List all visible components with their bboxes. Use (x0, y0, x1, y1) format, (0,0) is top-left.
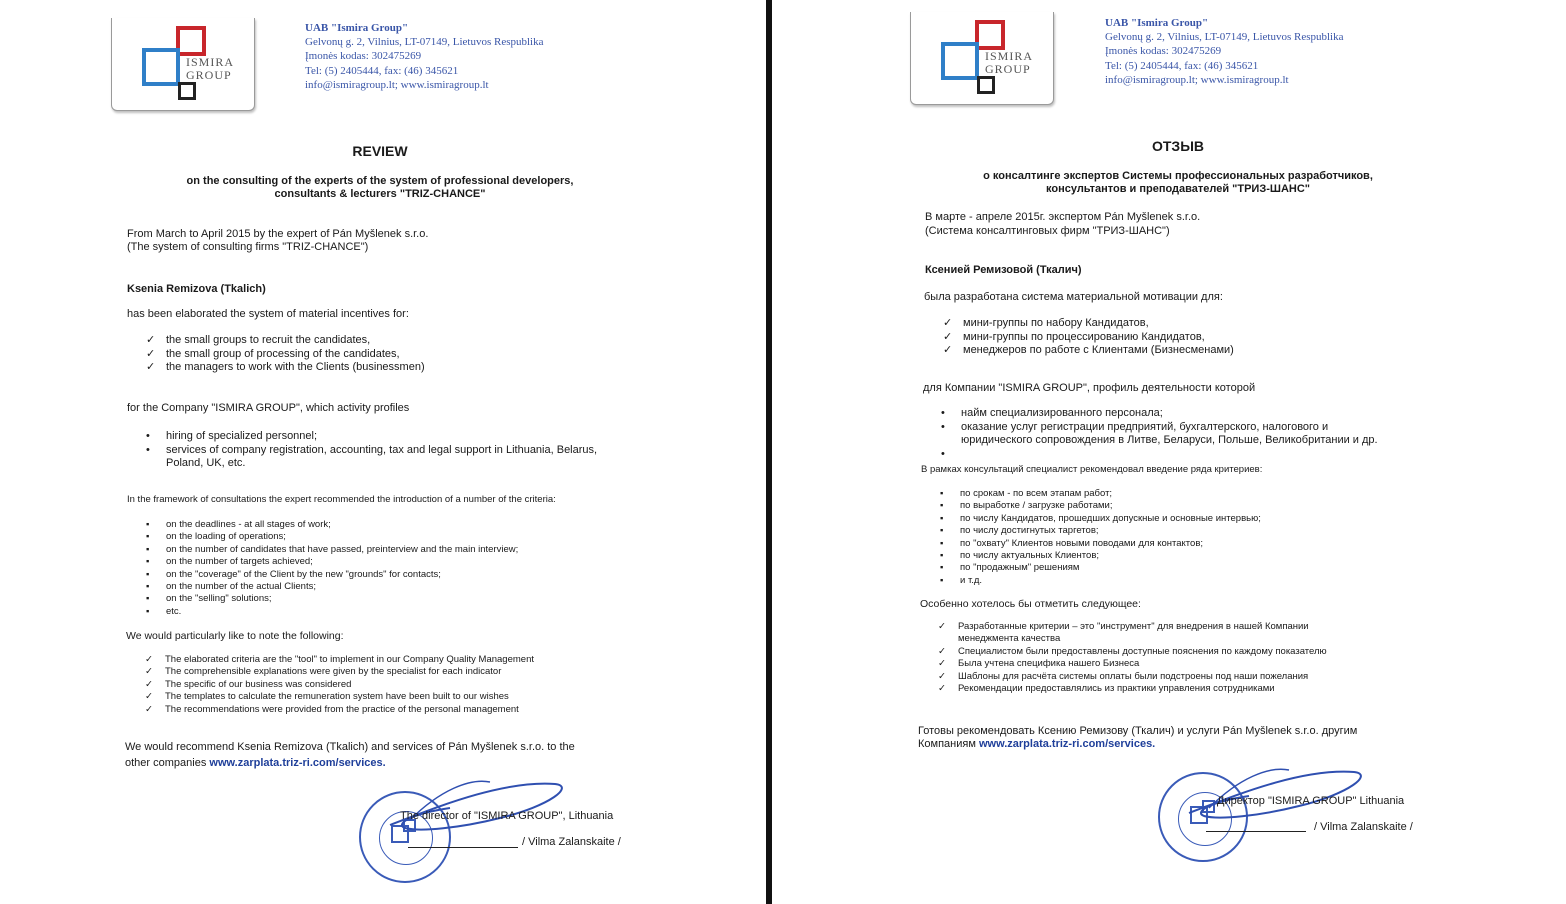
services-link[interactable]: www.zarplata.triz-ri.com/services. (978, 738, 1156, 750)
list-item-text: Poland, UK, etc. (166, 457, 246, 469)
square-bullet-icon: ▪ (146, 556, 150, 568)
company-address: Gelvonų g. 2, Vilnius, LT-07149, Lietuvos Respublika (305, 36, 544, 49)
company-phone: Tel: (5) 2405444, fax: (46) 345621 (305, 64, 459, 77)
profiles-list (941, 407, 1378, 460)
framework-text: In the framework of consultations the expert recommended the introduction of a number of the criteria: (127, 494, 556, 505)
list-item (941, 421, 1378, 435)
list-item (146, 569, 518, 581)
square-bullet-icon: ▪ (146, 568, 150, 580)
subtitle-line-2: consultants & lecturers "TRIZ-CHANCE" (274, 188, 486, 200)
page-subtitle (878, 170, 1478, 196)
logo-text (985, 50, 1033, 76)
list-item-text: по числу достигнутых таргетов; (960, 525, 1099, 537)
bullet-icon: • (146, 443, 150, 456)
list-item-text: по "охвату" Клиентов новыми поводами для контактов; (960, 537, 1204, 549)
review-page-english (0, 0, 768, 904)
company-profile-text: для Компании "ISMIRA GROUP", профиль деятельности которой (923, 382, 1256, 394)
checkmark-icon: ✓ (938, 670, 946, 682)
company-logo (910, 12, 1054, 105)
list-item-text: менеджеров по работе с Клиентами (Бизнесменами) (963, 344, 1234, 356)
incentives-list (146, 334, 425, 375)
page-title: ОТЗЫВ (1151, 138, 1205, 154)
list-item-text: etc. (166, 605, 182, 617)
bullet-icon: • (941, 420, 945, 433)
notes-list (145, 654, 534, 716)
criteria-list (940, 488, 1261, 587)
list-item (146, 581, 518, 593)
page-subtitle (80, 175, 680, 201)
list-item (940, 550, 1261, 562)
logo-text (186, 56, 234, 82)
elaborated-text: has been elaborated the system of material incentives for: (127, 308, 409, 320)
list-item-text: on the number of candidates that have passed, preinterview and the main interview; (166, 543, 519, 555)
recommend-line-2 (918, 738, 1155, 751)
list-item (940, 575, 1261, 587)
subtitle-line-1: on the consulting of the experts of the system of professional developers, (186, 175, 574, 187)
expert-name: Ксенией Ремизовой (Ткалич) (925, 264, 1082, 276)
checkmark-icon: ✓ (943, 330, 953, 343)
subtitle-line-1: о консалтинге экспертов Системы профессиональных разработчиков, (983, 170, 1373, 182)
logo-line-1: ISMIRA (985, 49, 1034, 63)
bullet-icon: • (146, 430, 150, 442)
checkmark-icon: ✓ (146, 347, 156, 360)
list-item (145, 704, 534, 716)
list-item-text: Рекомендации предоставлялись из практики управления сотрудниками (958, 683, 1275, 695)
list-item (940, 500, 1261, 512)
list-item-text: on the "coverage" of the Client by the new "grounds" for contacts; (166, 568, 441, 580)
list-item (146, 519, 518, 531)
logo-red-square-icon (975, 20, 1005, 50)
profiles-list (146, 430, 597, 471)
framework-text: В рамках консультаций специалист рекомендовал введение ряда критериев: (921, 464, 1263, 475)
list-item-text: Шаблоны для расчёта системы оплаты были подстроены под наши пожелания (958, 670, 1309, 682)
list-item (146, 531, 518, 543)
list-item (938, 646, 1327, 658)
list-item (146, 334, 425, 348)
list-item-text: The templates to calculate the remuneration system have been built to our wishes (165, 691, 509, 703)
list-item-text: services of company registration, accounting, tax and legal support in Lithuania, Belarus, (166, 443, 598, 456)
square-bullet-icon: ▪ (146, 543, 150, 555)
list-item (145, 691, 534, 703)
review-page-russian (806, 0, 1566, 904)
checkmark-icon: ✓ (145, 678, 153, 690)
company-name: UAB "Ismira Group" (305, 22, 409, 34)
list-item (940, 488, 1261, 500)
signature-line (408, 847, 518, 848)
company-code: Įmonės kodas: 302475269 (1105, 45, 1222, 58)
list-item (941, 434, 1378, 448)
signature-line (1206, 831, 1306, 832)
checkmark-icon: ✓ (146, 334, 156, 346)
checkmark-icon: ✓ (145, 654, 153, 665)
checkmark-icon: ✓ (938, 645, 946, 657)
signer-name: / Vilma Zalanskaite / (1314, 821, 1413, 833)
signer-name: / Vilma Zalanskaite / (522, 836, 621, 848)
checkmark-icon: ✓ (943, 317, 953, 329)
list-item (146, 593, 518, 605)
list-item (940, 562, 1261, 574)
list-item (938, 683, 1327, 695)
list-item (940, 538, 1261, 550)
list-item-text: мини-группы по процессированию Кандидатов, (963, 330, 1205, 343)
list-item-text: the small group of processing of the candidates, (166, 347, 400, 360)
list-item-text: The elaborated criteria are the "tool" to implement in our Company Quality Management (165, 654, 534, 665)
list-item (146, 444, 597, 458)
logo-blue-square-icon (142, 48, 180, 86)
list-item (146, 457, 597, 471)
list-item (943, 331, 1234, 345)
note-heading: We would particularly like to note the following: (126, 630, 344, 642)
company-profile-text: for the Company "ISMIRA GROUP", which activity profiles (127, 402, 410, 414)
list-item (146, 544, 518, 556)
list-item (145, 654, 534, 666)
list-item-text: по срокам - по всем этапам работ; (960, 488, 1113, 499)
company-header (1105, 16, 1344, 87)
square-bullet-icon: ▪ (940, 537, 944, 549)
list-item-text: менеджмента качества (958, 633, 1061, 645)
intro-line-2: (Система консалтинговых фирм "ТРИЗ-ШАНС") (925, 225, 1170, 237)
logo-black-square-icon (178, 82, 196, 100)
list-item-text: по числу Кандидатов, прошедших допускные и основные интервью; (960, 512, 1261, 524)
intro-line-2: (The system of consulting firms "TRIZ-CHANCE") (127, 241, 369, 253)
list-item (938, 658, 1327, 670)
list-item (146, 606, 518, 618)
bullet-icon: • (941, 407, 945, 419)
company-address: Gelvonų g. 2, Vilnius, LT-07149, Lietuvos Respublika (1105, 31, 1344, 44)
list-item (938, 621, 1327, 633)
company-code: Įmonės kodas: 302475269 (305, 50, 422, 63)
recommend-text: other companies (125, 757, 207, 769)
list-item-text: on the number of the actual Clients; (166, 581, 316, 593)
recommend-line-1: Готовы рекомендовать Ксению Ремизову (Ткалич) и услуги Pán Myšlenek s.r.o. другим (918, 725, 1358, 737)
list-item (940, 525, 1261, 537)
list-item-text: по выработке / загрузке работами; (960, 500, 1113, 512)
list-item-text: найм специализированного персонала; (961, 407, 1163, 419)
list-item-text: the small groups to recruit the candidates, (166, 334, 371, 346)
square-bullet-icon: ▪ (940, 574, 944, 586)
checkmark-icon: ✓ (938, 683, 946, 695)
list-item-text: The comprehensible explanations were given by the specialist for each indicator (165, 666, 502, 678)
company-logo (111, 18, 255, 111)
square-bullet-icon: ▪ (146, 593, 150, 605)
note-heading: Особенно хотелось бы отметить следующее: (920, 598, 1141, 610)
intro-line-1: From March to April 2015 by the expert of Pán Myšlenek s.r.o. (127, 228, 429, 240)
list-item-text: мини-группы по набору Кандидатов, (963, 317, 1149, 329)
square-bullet-icon: ▪ (146, 531, 150, 543)
list-item (146, 556, 518, 568)
list-item (941, 407, 1378, 421)
criteria-list (146, 519, 518, 618)
checkmark-icon: ✓ (146, 361, 156, 373)
checkmark-icon: ✓ (938, 658, 946, 670)
director-title: Директор "ISMIRA GROUP" Lithuania (1217, 795, 1405, 807)
checkmark-icon: ✓ (943, 344, 953, 356)
list-item-text: по "продажным" решениям (960, 562, 1080, 574)
page-gap (772, 0, 806, 904)
list-item-text: the managers to work with the Clients (businessmen) (166, 361, 425, 373)
list-item-text: on the "selling" solutions; (166, 593, 272, 605)
list-item-text: Специалистом были предоставлены доступные пояснения по каждому показателю (958, 645, 1327, 657)
list-item-text: The recommendations were provided from the practice of the personal management (165, 703, 519, 715)
square-bullet-icon: ▪ (940, 500, 944, 512)
incentives-list (943, 317, 1234, 358)
subtitle-line-2: консультантов и преподавателей "ТРИЗ-ШАНС" (1046, 183, 1310, 195)
square-bullet-icon: ▪ (940, 562, 944, 574)
recommend-line-1: We would recommend Ksenia Remizova (Tkalich) and services of Pán Myšlenek s.r.o. to the (125, 741, 575, 753)
logo-line-2: GROUP (985, 62, 1031, 76)
logo-blue-square-icon (941, 42, 979, 80)
list-item-text: on the loading of operations; (166, 531, 286, 543)
company-web: info@ismiragroup.lt; www.ismiragroup.lt (305, 78, 489, 91)
company-name: UAB "Ismira Group" (1105, 17, 1209, 29)
list-item (943, 317, 1234, 331)
list-item-text: оказание услуг регистрации предприятий, бухгалтерского, налогового и (961, 420, 1329, 433)
list-item-text: hiring of specialized personnel; (166, 430, 318, 442)
logo-black-square-icon (977, 76, 995, 94)
list-item (943, 344, 1234, 358)
checkmark-icon: ✓ (145, 703, 153, 715)
square-bullet-icon: ▪ (940, 550, 944, 562)
logo-red-square-icon (176, 26, 206, 56)
elaborated-text: была разработана система материальной мотивации для: (924, 291, 1223, 303)
list-item (938, 633, 1327, 645)
square-bullet-icon: ▪ (146, 519, 150, 530)
list-item (146, 348, 425, 362)
list-item (146, 361, 425, 375)
list-item-text: по числу актуальных Клиентов; (960, 550, 1100, 562)
square-bullet-icon: ▪ (940, 512, 944, 524)
director-title: The director of "ISMIRA GROUP", Lithuania (400, 810, 614, 822)
recommend-line-2 (125, 757, 386, 770)
square-bullet-icon: ▪ (146, 605, 150, 617)
logo-line-2: GROUP (186, 68, 232, 82)
square-bullet-icon: ▪ (940, 525, 944, 537)
checkmark-icon: ✓ (145, 666, 153, 678)
company-phone: Tel: (5) 2405444, fax: (46) 345621 (1105, 59, 1259, 72)
recommend-text: Компаниям (918, 738, 976, 750)
list-item-text: The specific of our business was considered (165, 678, 352, 690)
list-item-text: on the deadlines - at all stages of work; (166, 519, 331, 530)
expert-name: Ksenia Remizova (Tkalich) (127, 283, 266, 295)
notes-list (938, 621, 1327, 695)
logo-line-1: ISMIRA (186, 55, 235, 69)
services-link[interactable]: www.zarplata.triz-ri.com/services. (209, 757, 386, 769)
list-item-text: и т.д. (960, 574, 983, 586)
list-item (938, 671, 1327, 683)
checkmark-icon: ✓ (938, 621, 946, 632)
bullet-icon: • (941, 447, 945, 460)
page-title: REVIEW (352, 143, 408, 159)
list-item (146, 430, 597, 444)
checkmark-icon: ✓ (145, 691, 153, 703)
list-item-text: Разработанные критерии – это "инструмент" для внедрения в нашей Компании (958, 621, 1309, 632)
list-item-text: юридического сопровождения в Литве, Беларуси, Польше, Великобритании и др. (961, 434, 1378, 446)
list-item-text: Была учтена специфика нашего Бизнеса (958, 658, 1140, 670)
list-item-text: on the number of targets achieved; (166, 556, 313, 568)
company-header (305, 21, 544, 92)
list-item (145, 666, 534, 678)
square-bullet-icon: ▪ (146, 581, 150, 593)
company-web: info@ismiragroup.lt; www.ismiragroup.lt (1105, 73, 1289, 86)
square-bullet-icon: ▪ (940, 488, 944, 499)
list-item (145, 679, 534, 691)
intro-line-1: В марте - апреле 2015г. экспертом Pán Myšlenek s.r.o. (925, 211, 1201, 223)
list-item (940, 513, 1261, 525)
